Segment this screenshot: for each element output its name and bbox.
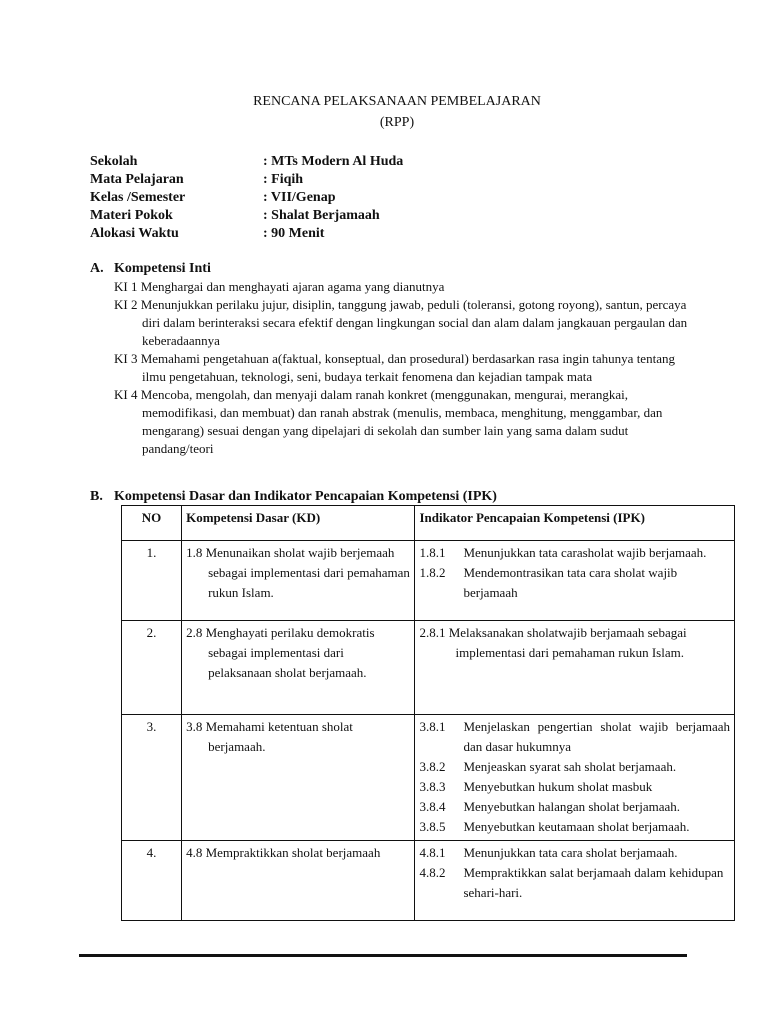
identity-label: Materi Pokok (90, 208, 173, 223)
row-number: 3. (122, 715, 182, 841)
ipk-item (419, 863, 730, 903)
identity-value: : MTs Modern Al Huda (263, 154, 404, 169)
table-row (122, 541, 735, 621)
ipk-item (419, 757, 730, 777)
ipk-code: 3.8.5 (419, 819, 446, 834)
section-number: B. (90, 489, 103, 504)
kd-cell (182, 621, 415, 715)
footer-divider (79, 954, 687, 957)
section-heading (90, 260, 690, 278)
ipk-text: Menyebutkan hukum sholat masbuk (463, 779, 653, 794)
kd-cell (182, 715, 415, 841)
identity-label: Mata Pelajaran (90, 172, 184, 187)
document-title: RENCANA PELAKSANAAN PEMBELAJARAN (253, 94, 541, 109)
ipk-item (419, 777, 730, 797)
row-number: 2. (122, 621, 182, 715)
ipk-cell (415, 621, 735, 715)
identity-value: : Shalat Berjamaah (263, 208, 380, 223)
ipk-text: Mempraktikkan salat berjamaah dalam kehidupan sehari-hari. (463, 865, 724, 900)
ipk-code: 3.8.1 (419, 719, 446, 734)
table-row (122, 621, 735, 715)
row-number: 1. (122, 541, 182, 621)
identity-label: Kelas /Semester (90, 190, 186, 205)
kd-cell (182, 541, 415, 621)
ipk-code: 1.8.1 (419, 545, 446, 560)
ipk-code: 3.8.2 (419, 759, 446, 774)
identity-label: Sekolah (90, 154, 138, 169)
ipk-code: 3.8.4 (419, 799, 446, 814)
ipk-item (419, 563, 730, 603)
ipk-cell (415, 715, 735, 841)
ipk-item (419, 797, 730, 817)
ipk-item (419, 817, 730, 837)
ipk-text: 2.8.1 Melaksanakan sholatwajib berjamaah sebagai implementasi dari pemahaman rukun Islam. (419, 625, 687, 660)
table-row (122, 715, 735, 841)
header-kd: Kompetensi Dasar (KD) (182, 506, 415, 541)
ipk-text: Menunjukkan tata cara sholat berjamaah. (463, 845, 678, 860)
kd-ipk-table (121, 505, 735, 921)
ki-item: KI 2 Menunjukkan perilaku jujur, disiplin, tanggung jawab, peduli (toleransi, gotong royong), santun, percaya diri dalam berinteraksi secara efektif dengan lingkungan social dan alam dalam jangkauan pergaulan dan keberadaannya (114, 297, 688, 348)
row-number: 4. (122, 841, 182, 921)
ipk-item (419, 543, 730, 563)
ki-item: KI 4 Mencoba, mengolah, dan menyaji dalam ranah konkret (menggunakan, mengurai, merangkai, memodifikasi, dan membuat) dan ranah abstrak (menulis, membaca, menghitung, menggambar, dan mengarang) sesuai dengan yang dipelajari di sekolah dan sumber lain yang sama dalam sudut pandang/teori (114, 387, 663, 456)
ki-item: KI 1 Menghargai dan menghayati ajaran agama yang dianutnya (114, 279, 445, 294)
ipk-code: 4.8.2 (419, 865, 446, 880)
identity-value: : Fiqih (263, 172, 304, 187)
kd-text: 3.8 Memahami ketentuan sholat berjamaah. (186, 719, 353, 754)
document-subtitle: (RPP) (379, 115, 415, 130)
ipk-text: Menjelaskan pengertian sholat wajib berjamaah dan dasar hukumnya (463, 719, 730, 754)
ipk-text: Menyebutkan halangan sholat berjamaah. (463, 799, 681, 814)
section-title: Kompetensi Dasar dan Indikator Pencapaian Kompetensi (IPK) (114, 489, 497, 504)
table-header-row (122, 506, 735, 541)
ipk-text: Menjeaskan syarat sah sholat berjamaah. (463, 759, 677, 774)
section-kompetensi-inti (90, 260, 690, 458)
ipk-text: Menunjukkan tata carasholat wajib berjamaah. (463, 545, 707, 560)
ipk-code: 3.8.3 (419, 779, 446, 794)
table-row (122, 841, 735, 921)
ipk-item (419, 717, 730, 757)
header-no: NO (122, 506, 182, 541)
ki-item: KI 3 Memahami pengetahuan a(faktual, konseptual, dan prosedural) berdasarkan rasa ingin tahunya tentang ilmu pengetahuan, teknologi, seni, budaya terkait fenomena dan kejadian tampak mata (114, 351, 675, 384)
ipk-cell (415, 841, 735, 921)
header-ipk: Indikator Pencapaian Kompetensi (IPK) (415, 506, 735, 541)
kd-text: 2.8 Menghayati perilaku demokratis sebagai implementasi dari pelaksanaan sholat berjamaah. (186, 625, 375, 680)
identity-value: : 90 Menit (263, 226, 325, 241)
ipk-code: 4.8.1 (419, 845, 446, 860)
kd-cell (182, 841, 415, 921)
identity-value: : VII/Genap (263, 190, 336, 205)
ipk-code: 1.8.2 (419, 565, 446, 580)
kd-text: 4.8 Mempraktikkan sholat berjamaah (186, 845, 381, 860)
ipk-text: Menyebutkan keutamaan sholat berjamaah. (463, 819, 690, 834)
ipk-text: Mendemontrasikan tata cara sholat wajib berjamaah (463, 565, 678, 600)
ipk-cell (415, 541, 735, 621)
identity-label: Alokasi Waktu (90, 226, 179, 241)
section-number: A. (90, 261, 104, 276)
ipk-item (419, 843, 730, 863)
section-title: Kompetensi Inti (114, 261, 211, 276)
kd-text: 1.8 Menunaikan sholat wajib berjemaah sebagai implementasi dari pemahaman rukun Islam. (186, 545, 410, 600)
